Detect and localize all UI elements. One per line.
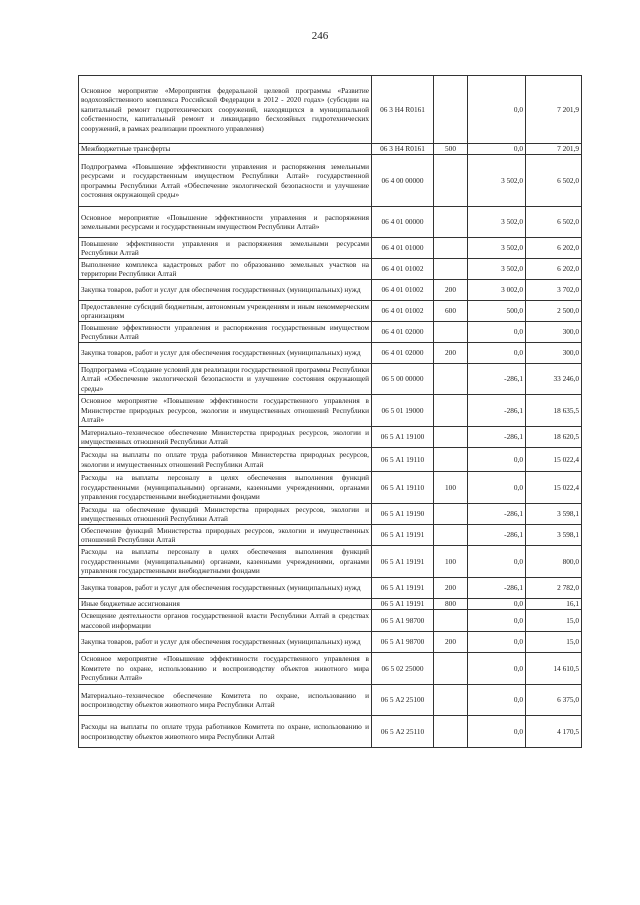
row-total-amount: 6 202,0 [526, 259, 582, 280]
row-expense-type [434, 238, 468, 259]
row-total-amount: 300,0 [526, 343, 582, 364]
table-row [79, 716, 582, 748]
row-change-amount: -286,1 [468, 525, 526, 546]
table-row [79, 238, 582, 259]
row-change-amount: 0,0 [468, 448, 526, 472]
row-change-amount: 0,0 [468, 472, 526, 504]
row-code: 06 4 01 01002 [372, 301, 434, 322]
table-row [79, 653, 582, 685]
row-total-amount: 3 598,1 [526, 504, 582, 525]
row-total-amount: 2 500,0 [526, 301, 582, 322]
row-code: 06 5 00 00000 [372, 364, 434, 395]
row-name: Обеспечение функций Министерства природных ресурсов, экологии и имущественных отношений Республики Алтай [79, 525, 372, 546]
row-total-amount: 800,0 [526, 546, 582, 578]
row-total-amount: 3 702,0 [526, 280, 582, 301]
budget-table [78, 75, 582, 748]
row-change-amount: -286,1 [468, 578, 526, 599]
row-name: Основное мероприятие «Повышение эффективности государственного управления в Комитете по охране, использованию и воспроизводству объектов животного мира Республики Алтай» [79, 653, 372, 685]
row-name: Повышение эффективности управления и распоряжения государственным имуществом Республики Алтай [79, 322, 372, 343]
row-total-amount: 16,1 [526, 599, 582, 610]
row-expense-type: 200 [434, 280, 468, 301]
row-name: Расходы на выплаты по оплате труда работников Комитета по охране, использованию и воспроизводству объектов животного мира Республики Алтай [79, 716, 372, 748]
row-code: 06 5 А1 98700 [372, 610, 434, 632]
row-expense-type [434, 716, 468, 748]
row-code: 06 3 Н4 R0161 [372, 144, 434, 155]
row-expense-type: 800 [434, 599, 468, 610]
row-name: Основное мероприятие «Мероприятия федеральной целевой программы «Развитие водохозяйственного комплекса Российской Федерации в 2012 - 2020 годах» (субсидии на капитальный ремонт гидротехнических сооружений, находящихся в муниципальной собственности, капитальный ремонт и ликвидацию бесхозяйных гидротехнических сооружений, в рамках реализации проектного управления) [79, 76, 372, 144]
row-change-amount: -286,1 [468, 427, 526, 448]
row-total-amount: 300,0 [526, 322, 582, 343]
table-row [79, 76, 582, 144]
table-row [79, 280, 582, 301]
row-total-amount: 3 598,1 [526, 525, 582, 546]
row-expense-type: 100 [434, 546, 468, 578]
row-code: 06 4 01 02000 [372, 322, 434, 343]
row-name: Расходы на обеспечение функций Министерства природных ресурсов, экологии и имущественных отношений Республики Алтай [79, 504, 372, 525]
row-name: Повышение эффективности управления и распоряжения земельными ресурсами Республики Алтай [79, 238, 372, 259]
row-name: Закупка товаров, работ и услуг для обеспечения государственных (муниципальных) нужд [79, 280, 372, 301]
table-row [79, 610, 582, 632]
table-row [79, 448, 582, 472]
row-change-amount: 0,0 [468, 632, 526, 653]
row-name: Подпрограмма «Повышение эффективности управления и распоряжения земельными ресурсами и государственным имуществом Республики Алтай» государственной программы Республики Алтай «Обеспечение экологической безопасности и улучшение состояния окружающей среды» [79, 155, 372, 207]
table-row [79, 301, 582, 322]
row-expense-type [434, 155, 468, 207]
row-change-amount: -286,1 [468, 395, 526, 427]
table-row [79, 364, 582, 395]
table-row [79, 504, 582, 525]
table-row [79, 525, 582, 546]
row-expense-type [434, 610, 468, 632]
row-name: Расходы на выплаты персоналу в целях обеспечения выполнения функций государственными (муниципальными) органами, казенными учреждениями, органами управления государственными внебюджетными фондами [79, 472, 372, 504]
row-code: 06 5 А1 19110 [372, 448, 434, 472]
row-expense-type: 200 [434, 632, 468, 653]
row-change-amount: 0,0 [468, 343, 526, 364]
row-total-amount: 18 620,5 [526, 427, 582, 448]
row-code: 06 5 А2 25110 [372, 716, 434, 748]
table-row [79, 322, 582, 343]
row-expense-type [434, 322, 468, 343]
row-change-amount: 0,0 [468, 546, 526, 578]
page-number: 246 [311, 30, 329, 42]
row-code: 06 4 01 01002 [372, 259, 434, 280]
row-code: 06 4 01 01002 [372, 280, 434, 301]
row-expense-type [434, 259, 468, 280]
table-row [79, 599, 582, 610]
table-row [79, 427, 582, 448]
row-total-amount: 7 201,9 [526, 144, 582, 155]
row-total-amount: 6 375,0 [526, 685, 582, 716]
row-expense-type [434, 207, 468, 238]
row-name: Иные бюджетные ассигнования [79, 599, 372, 610]
row-change-amount: -286,1 [468, 504, 526, 525]
row-change-amount: 500,0 [468, 301, 526, 322]
row-total-amount: 4 170,5 [526, 716, 582, 748]
row-total-amount: 15,0 [526, 632, 582, 653]
row-name: Выполнение комплекса кадастровых работ по образованию земельных участков на территории Республики Алтай [79, 259, 372, 280]
row-code: 06 4 01 02000 [372, 343, 434, 364]
row-expense-type: 200 [434, 343, 468, 364]
row-change-amount: -286,1 [468, 364, 526, 395]
row-code: 06 5 А1 98700 [372, 632, 434, 653]
table-row [79, 395, 582, 427]
row-expense-type: 500 [434, 144, 468, 155]
row-total-amount: 14 610,5 [526, 653, 582, 685]
row-total-amount: 6 502,0 [526, 207, 582, 238]
table-row [79, 207, 582, 238]
row-change-amount: 0,0 [468, 76, 526, 144]
row-expense-type: 600 [434, 301, 468, 322]
table-row [79, 144, 582, 155]
row-expense-type [434, 525, 468, 546]
table-row [79, 685, 582, 716]
row-name: Закупка товаров, работ и услуг для обеспечения государственных (муниципальных) нужд [79, 343, 372, 364]
row-expense-type [434, 427, 468, 448]
row-expense-type [434, 448, 468, 472]
budget-table-body [79, 76, 582, 748]
row-change-amount: 3 502,0 [468, 238, 526, 259]
row-name: Материально–техническое обеспечение Министерства природных ресурсов, экологии и имущественных отношений Республики Алтай [79, 427, 372, 448]
table-row [79, 343, 582, 364]
row-change-amount: 0,0 [468, 685, 526, 716]
table-row [79, 259, 582, 280]
row-total-amount: 6 202,0 [526, 238, 582, 259]
row-expense-type: 200 [434, 578, 468, 599]
row-change-amount: 3 502,0 [468, 259, 526, 280]
row-code: 06 5 А1 19191 [372, 599, 434, 610]
row-code: 06 5 А1 19100 [372, 427, 434, 448]
row-total-amount: 15,0 [526, 610, 582, 632]
row-code: 06 5 01 19000 [372, 395, 434, 427]
row-expense-type: 100 [434, 472, 468, 504]
row-expense-type [434, 504, 468, 525]
row-change-amount: 0,0 [468, 610, 526, 632]
row-total-amount: 15 022,4 [526, 472, 582, 504]
row-code: 06 5 02 25000 [372, 653, 434, 685]
row-expense-type [434, 685, 468, 716]
row-name: Основное мероприятие «Повышение эффективности управления и распоряжения земельными ресурсами и государственным имуществом Республики Алтай» [79, 207, 372, 238]
row-name: Закупка товаров, работ и услуг для обеспечения государственных (муниципальных) нужд [79, 578, 372, 599]
table-row [79, 155, 582, 207]
row-code: 06 4 00 00000 [372, 155, 434, 207]
row-name: Расходы на выплаты по оплате труда работников Министерства природных ресурсов, экологии и имущественных отношений Республики Алтай [79, 448, 372, 472]
row-name: Освещение деятельности органов государственной власти Республики Алтай в средствах массовой информации [79, 610, 372, 632]
table-row [79, 472, 582, 504]
row-change-amount: 0,0 [468, 716, 526, 748]
row-code: 06 5 А1 19191 [372, 578, 434, 599]
row-code: 06 5 А1 19191 [372, 546, 434, 578]
row-code: 06 4 01 00000 [372, 207, 434, 238]
row-code: 06 3 Н4 R0161 [372, 76, 434, 144]
row-name: Материально–техническое обеспечение Комитета по охране, использованию и воспроизводству объектов животного мира Республики Алтай [79, 685, 372, 716]
table-row [79, 632, 582, 653]
row-change-amount: 0,0 [468, 144, 526, 155]
row-expense-type [434, 364, 468, 395]
row-total-amount: 2 782,0 [526, 578, 582, 599]
row-total-amount: 18 635,5 [526, 395, 582, 427]
row-code: 06 5 А1 19191 [372, 525, 434, 546]
row-total-amount: 6 502,0 [526, 155, 582, 207]
row-code: 06 5 А1 19110 [372, 472, 434, 504]
row-name: Закупка товаров, работ и услуг для обеспечения государственных (муниципальных) нужд [79, 632, 372, 653]
row-change-amount: 0,0 [468, 599, 526, 610]
row-code: 06 4 01 01000 [372, 238, 434, 259]
row-name: Межбюджетные трансферты [79, 144, 372, 155]
row-name: Подпрограмма «Создание условий для реализации государственной программы Республики Алтай «Обеспечение экологической безопасности и улучшение состояния окружающей среды» [79, 364, 372, 395]
table-row [79, 578, 582, 599]
row-expense-type [434, 76, 468, 144]
row-total-amount: 15 022,4 [526, 448, 582, 472]
table-row [79, 546, 582, 578]
row-change-amount: 0,0 [468, 322, 526, 343]
row-change-amount: 3 002,0 [468, 280, 526, 301]
row-change-amount: 0,0 [468, 653, 526, 685]
row-change-amount: 3 502,0 [468, 207, 526, 238]
row-total-amount: 7 201,9 [526, 76, 582, 144]
row-name: Расходы на выплаты персоналу в целях обеспечения выполнения функций государственными (муниципальными) органами, казенными учреждениями, органами управления государственными внебюджетными фондами [79, 546, 372, 578]
row-expense-type [434, 653, 468, 685]
row-code: 06 5 А1 19190 [372, 504, 434, 525]
row-change-amount: 3 502,0 [468, 155, 526, 207]
row-name: Предоставление субсидий бюджетным, автономным учреждениям и иным некоммерческим организациям [79, 301, 372, 322]
row-name: Основное мероприятие «Повышение эффективности государственного управления в Министерстве природных ресурсов, экологии и имущественных отношений Республики Алтай» [79, 395, 372, 427]
row-code: 06 5 А2 25100 [372, 685, 434, 716]
row-expense-type [434, 395, 468, 427]
row-total-amount: 33 246,0 [526, 364, 582, 395]
